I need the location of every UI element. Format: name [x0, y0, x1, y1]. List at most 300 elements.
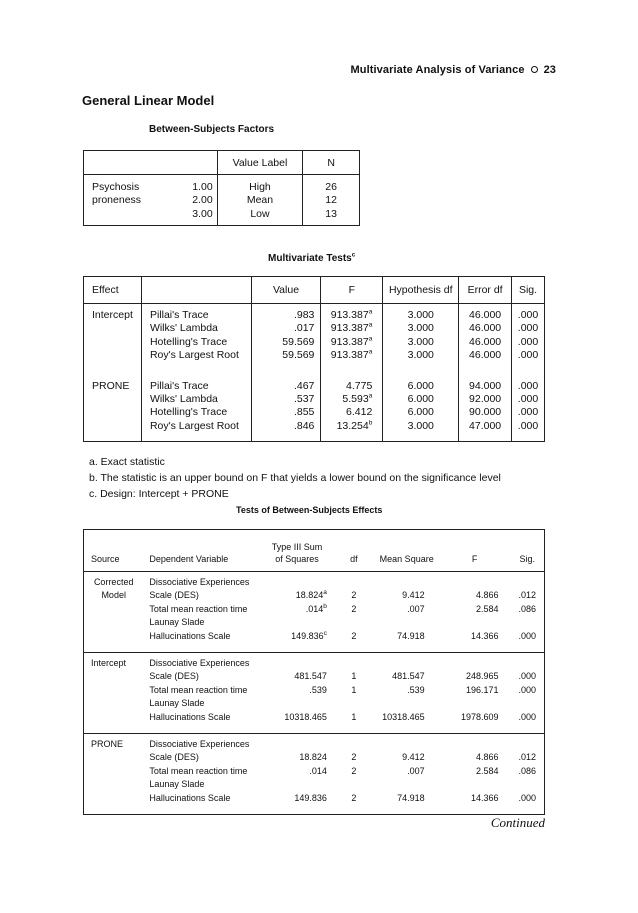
- sig-value-text: .012: [518, 590, 537, 601]
- sum-of-squares-cell: [261, 572, 333, 653]
- dv-line1: Launay Slade: [149, 779, 205, 790]
- sig-value: [512, 349, 544, 362]
- sum-of-squares: [261, 792, 327, 805]
- factor-value: 1.00: [192, 181, 213, 193]
- ss-superscript: a: [323, 589, 327, 597]
- sig-value: [511, 751, 544, 764]
- spacer: [261, 697, 327, 710]
- test-value-cell: [251, 304, 321, 375]
- mvt-footnotes: [89, 454, 501, 502]
- sig-value: [511, 765, 544, 778]
- source-cell: [84, 734, 144, 815]
- header-hypothesis-df: Hypothesis df: [383, 277, 459, 304]
- mean-square: [375, 630, 425, 643]
- mean-square-text: 10318.465: [382, 711, 425, 722]
- test-value-cell: [251, 375, 321, 442]
- mean-square-text: 74.918: [397, 792, 425, 803]
- sum-of-squares-text: .014: [309, 765, 327, 776]
- sig-value-text: .012: [518, 752, 537, 763]
- test-value-text: .017: [293, 322, 315, 335]
- spacer: [375, 697, 425, 710]
- sig-value: [512, 336, 544, 349]
- source-line2: Model: [101, 590, 126, 601]
- between-subjects-effects-table: [83, 529, 545, 815]
- test-f: [321, 420, 372, 433]
- test-f: [321, 380, 372, 393]
- test-f-text: 4.775: [346, 379, 373, 392]
- mean-square-cell: [375, 653, 439, 734]
- dv-line1: Launay Slade: [149, 698, 205, 709]
- test-value: [252, 336, 315, 349]
- hypothesis-df: [383, 336, 458, 349]
- test-name: [150, 336, 251, 349]
- test-name-text: Hotelling's Trace: [149, 335, 228, 348]
- f-value: [439, 765, 499, 778]
- df-value-text: 2: [351, 752, 357, 763]
- header-dependent-variable: Dependent Variable: [143, 530, 261, 572]
- error-df: [459, 420, 511, 433]
- test-value-text: .855: [293, 406, 315, 419]
- spacer: [333, 616, 375, 629]
- sig-value-text: .000: [517, 419, 539, 432]
- sum-of-squares-text: .014: [305, 603, 324, 614]
- sum-of-squares-text: 481.547: [294, 671, 327, 682]
- test-value: [252, 406, 315, 419]
- header-n: N: [303, 151, 360, 175]
- sum-of-squares: [261, 711, 327, 724]
- error-df-text: 90.000: [469, 406, 502, 419]
- bsf-caption: Between-Subjects Factors: [149, 124, 275, 135]
- test-name-text: Roy's Largest Root: [149, 419, 239, 432]
- sig-value: [511, 603, 544, 616]
- running-head: [350, 64, 556, 76]
- mvt-group-row: [84, 304, 545, 375]
- sig-value-text: .000: [517, 309, 539, 321]
- test-name-text: Pillai's Trace: [149, 379, 209, 392]
- mean-square: [375, 589, 425, 602]
- f-value-text: 2.584: [476, 765, 499, 776]
- sig-value-text: .000: [518, 711, 537, 722]
- df-value: [333, 792, 375, 805]
- mvt-caption-text: Multivariate Tests: [268, 253, 352, 264]
- sig-value: [511, 589, 544, 602]
- mvt-caption-sup: c: [351, 251, 356, 259]
- source-line1: Intercept: [91, 658, 127, 669]
- header-error-df: Error df: [459, 277, 512, 304]
- footnote: c. Design: Intercept + PRONE: [89, 488, 229, 500]
- test-f: [321, 349, 372, 362]
- spacer: [375, 738, 425, 751]
- hypothesis-df: [383, 406, 458, 419]
- test-f-text: 913.387: [330, 335, 369, 348]
- sig-value-text: .000: [518, 630, 537, 641]
- f-value: [439, 670, 499, 683]
- test-value: [252, 322, 315, 335]
- test-name-text: Hotelling's Trace: [149, 406, 228, 419]
- test-f: [321, 393, 372, 406]
- footnote: a. Exact statistic: [89, 456, 165, 468]
- header-ss-line2: of Squares: [275, 554, 319, 564]
- sig-value: [512, 406, 544, 419]
- hypothesis-df-text: 3.000: [407, 309, 434, 321]
- sum-of-squares-text: 18.824: [295, 590, 324, 601]
- mean-square-text: 9.412: [402, 752, 425, 763]
- sig-value: [512, 393, 544, 406]
- header-sig: Sig.: [511, 530, 545, 572]
- mean-square-text: 481.547: [392, 671, 425, 682]
- df-value: [333, 630, 375, 643]
- df-value-text: 2: [351, 630, 357, 641]
- spacer: [333, 778, 375, 791]
- sig-value-text: .000: [517, 322, 539, 335]
- test-name: [150, 349, 251, 362]
- test-f-text: 913.387: [330, 322, 369, 335]
- sum-of-squares-text: 10318.465: [284, 711, 327, 722]
- sum-of-squares: [261, 751, 327, 764]
- spacer: [333, 576, 375, 589]
- dv-line2: Hallucinations Scale: [149, 711, 231, 722]
- df-value-text: 1: [351, 684, 357, 695]
- sum-of-squares-cell: [261, 734, 333, 815]
- error-df: [459, 380, 511, 393]
- sig-value: [512, 420, 544, 433]
- test-f-text: 913.387: [330, 309, 369, 321]
- f-superscript: a: [368, 348, 373, 356]
- sum-of-squares: [261, 684, 327, 697]
- f-value-text: 248.965: [465, 671, 499, 682]
- running-head-title: Multivariate Analysis of Variance: [350, 64, 525, 76]
- sig-value: [511, 670, 544, 683]
- factor-label: High: [249, 181, 271, 193]
- sig-value: [512, 380, 544, 393]
- df-value: [333, 670, 375, 683]
- f-value-text: 14.366: [471, 792, 499, 803]
- mean-square: [375, 670, 425, 683]
- f-cell: [439, 734, 511, 815]
- sum-of-squares: [261, 630, 327, 643]
- mean-square: [375, 603, 425, 616]
- f-cell: [439, 653, 511, 734]
- error-df: [459, 393, 511, 406]
- sig-value: [511, 684, 544, 697]
- hypothesis-df: [383, 322, 458, 335]
- test-value: [252, 380, 315, 393]
- spacer: [439, 738, 499, 751]
- factor-n: 12: [325, 194, 337, 207]
- sig-value-text: .000: [517, 406, 539, 419]
- test-name: [150, 393, 251, 406]
- sig-value-text: .000: [517, 379, 539, 392]
- dv-line2: Scale (DES): [149, 671, 199, 682]
- f-value: [439, 589, 499, 602]
- header-ss-line1: Type III Sum: [271, 542, 323, 552]
- error-df: [459, 322, 511, 335]
- factor-name-line2: proneness: [92, 194, 142, 207]
- df-value-text: 1: [351, 671, 357, 682]
- f-value: [439, 603, 499, 616]
- spacer: [333, 697, 375, 710]
- error-df-text: 94.000: [469, 379, 502, 392]
- error-df: [459, 336, 511, 349]
- df-value-text: 1: [351, 711, 357, 722]
- factor-n: 13: [325, 207, 337, 220]
- source-cell: [84, 653, 144, 734]
- sum-of-squares: [261, 670, 327, 683]
- dv-line2: Hallucinations Scale: [149, 630, 231, 641]
- sig-value-text: .000: [518, 684, 537, 695]
- spacer: [511, 616, 544, 629]
- test-value: [252, 420, 315, 433]
- sig-value: [511, 630, 544, 643]
- mean-square: [375, 765, 425, 778]
- factor-name: [84, 175, 174, 226]
- spacer: [511, 697, 544, 710]
- test-value: [252, 309, 315, 322]
- sig-value: [511, 711, 544, 724]
- error-df: [459, 406, 511, 419]
- test-value-text: .467: [293, 379, 315, 392]
- dv-line1: Dissociative Experiences: [149, 658, 250, 669]
- sig-value-text: .000: [517, 335, 539, 348]
- test-name-cell: [141, 375, 251, 442]
- source-cell: [84, 572, 144, 653]
- sum-of-squares-text: 149.836: [294, 792, 327, 803]
- hypothesis-df-cell: [383, 375, 459, 442]
- hypothesis-df: [383, 309, 458, 322]
- f-cell: [439, 572, 511, 653]
- mean-square-text: 74.918: [397, 630, 425, 641]
- mvt-group-row: [84, 375, 545, 442]
- spacer: [375, 657, 425, 670]
- dv-line1: Dissociative Experiences: [149, 739, 250, 750]
- mean-square-text: .007: [407, 603, 425, 614]
- mean-square: [375, 751, 425, 764]
- df-value: [333, 765, 375, 778]
- hypothesis-df: [383, 420, 458, 433]
- hypothesis-df-text: 3.000: [407, 349, 434, 362]
- test-f: [321, 309, 372, 322]
- test-f-text: 913.387: [330, 349, 369, 362]
- df-value: [333, 711, 375, 724]
- factor-name-line1: Psychosis: [92, 181, 140, 193]
- sig-value-cell: [512, 375, 545, 442]
- header-effect: Effect: [84, 277, 142, 304]
- factor-label: Mean: [246, 194, 274, 207]
- hypothesis-df: [383, 349, 458, 362]
- factor-value: 2.00: [192, 194, 213, 207]
- continued-label: Continued: [490, 815, 545, 830]
- bse-group-row: [84, 572, 545, 653]
- spacer: [439, 697, 499, 710]
- spacer: [375, 576, 425, 589]
- hypothesis-df-text: 3.000: [407, 419, 434, 432]
- test-value: [252, 393, 315, 406]
- section-title: General Linear Model: [82, 93, 215, 108]
- spacer: [439, 657, 499, 670]
- f-superscript: b: [368, 419, 373, 427]
- header-sig: Sig.: [512, 277, 545, 304]
- df-cell: [333, 734, 375, 815]
- hypothesis-df: [383, 393, 458, 406]
- test-value-text: 59.569: [282, 335, 315, 348]
- dv-line1: Launay Slade: [149, 617, 205, 628]
- df-value-text: 2: [351, 603, 357, 614]
- df-value-text: 2: [351, 590, 357, 601]
- error-df-text: 46.000: [469, 309, 502, 321]
- spacer: [261, 657, 327, 670]
- spacer: [511, 576, 544, 589]
- sum-of-squares-text: 18.824: [299, 752, 327, 763]
- mean-square: [375, 711, 425, 724]
- f-value-text: 4.866: [476, 752, 499, 763]
- hypothesis-df-text: 3.000: [407, 322, 434, 335]
- df-cell: [333, 572, 375, 653]
- spacer: [511, 778, 544, 791]
- header-f: F: [321, 277, 383, 304]
- test-value-text: 59.569: [282, 349, 315, 362]
- f-value-text: 14.366: [471, 630, 499, 641]
- f-value: [439, 684, 499, 697]
- hypothesis-df-text: 3.000: [407, 335, 434, 348]
- f-value: [439, 630, 499, 643]
- bullet-icon: [531, 66, 538, 73]
- test-name-cell: [141, 304, 251, 375]
- mean-square: [375, 792, 425, 805]
- error-df-text: 46.000: [469, 322, 502, 335]
- test-name: [150, 322, 251, 335]
- bse-group-row: [84, 653, 545, 734]
- f-value-text: 1978.609: [460, 711, 499, 722]
- factor-values: [173, 175, 217, 226]
- f-superscript: a: [368, 321, 373, 329]
- ss-superscript: b: [323, 602, 327, 610]
- test-name: [150, 380, 251, 393]
- effect-name: PRONE: [92, 379, 130, 392]
- mvt-caption: [268, 253, 355, 264]
- test-f-cell: [321, 375, 383, 442]
- hypothesis-df-text: 6.000: [407, 379, 434, 392]
- sig-value-text: .086: [518, 765, 537, 776]
- spacer: [333, 657, 375, 670]
- multivariate-tests-table: [83, 276, 545, 442]
- sig-value: [512, 309, 544, 322]
- spacer: [511, 738, 544, 751]
- f-value: [439, 711, 499, 724]
- test-name: [150, 420, 251, 433]
- spacer: [439, 778, 499, 791]
- factor-labels: [217, 175, 303, 226]
- test-value-text: .846: [293, 419, 315, 432]
- source-line1: Corrected: [93, 577, 134, 587]
- test-f: [321, 406, 372, 419]
- page-number: 23: [543, 64, 556, 76]
- hypothesis-df-text: 6.000: [407, 406, 434, 419]
- error-df-text: 46.000: [469, 349, 502, 362]
- error-df: [459, 349, 511, 362]
- error-df-text: 47.000: [469, 419, 502, 432]
- error-df-cell: [459, 375, 512, 442]
- factor-label: Low: [250, 207, 270, 220]
- bse-caption: Tests of Between-Subjects Effects: [236, 505, 383, 515]
- test-name: [150, 406, 251, 419]
- test-f-cell: [321, 304, 383, 375]
- spacer: [439, 616, 499, 629]
- dv-line1: Total mean reaction time: [149, 765, 248, 776]
- dv-line1: Total mean reaction time: [149, 684, 248, 695]
- spacer: [511, 657, 544, 670]
- hypothesis-df-cell: [383, 304, 459, 375]
- mean-square-cell: [375, 572, 439, 653]
- test-f-text: 6.412: [346, 406, 373, 419]
- sum-of-squares: [261, 603, 327, 616]
- sig-value-cell: [512, 304, 545, 375]
- df-value: [333, 603, 375, 616]
- sum-of-squares-cell: [261, 653, 333, 734]
- test-value-text: .983: [293, 309, 315, 321]
- factor-counts: [303, 175, 360, 226]
- source-line1: PRONE: [91, 739, 124, 750]
- ss-superscript: c: [323, 629, 327, 637]
- df-value: [333, 751, 375, 764]
- dv-line2: Hallucinations Scale: [149, 792, 231, 803]
- test-name: [150, 309, 251, 322]
- header-mean-square: Mean Square: [375, 530, 439, 572]
- f-value: [439, 751, 499, 764]
- header-source: Source: [84, 530, 144, 572]
- header-f: F: [439, 530, 511, 572]
- mean-square-text: .007: [407, 765, 425, 776]
- spacer: [261, 778, 327, 791]
- test-f-text: 13.254: [336, 419, 369, 432]
- error-df-cell: [459, 304, 512, 375]
- dv-line1: Total mean reaction time: [149, 603, 248, 614]
- df-value-text: 2: [351, 765, 357, 776]
- factor-n: 26: [325, 181, 337, 193]
- dv-line2: Scale (DES): [149, 752, 199, 763]
- f-value-text: 2.584: [476, 603, 499, 614]
- f-value-text: 4.866: [476, 590, 499, 601]
- f-superscript: a: [368, 335, 373, 343]
- dependent-variable-cell: [143, 653, 261, 734]
- sig-cell: [511, 734, 545, 815]
- f-value: [439, 792, 499, 805]
- test-name-text: Wilks' Lambda: [149, 322, 218, 335]
- sig-value-text: .000: [518, 792, 537, 803]
- dv-line2: Scale (DES): [149, 590, 199, 601]
- sig-value-text: .000: [517, 393, 539, 406]
- footnote: b. The statistic is an upper bound on F that yields a lower bound on the significance level: [89, 472, 501, 484]
- header-value: Value: [251, 277, 321, 304]
- error-df-text: 46.000: [469, 335, 502, 348]
- df-value: [333, 589, 375, 602]
- effect-name: Intercept: [92, 309, 133, 321]
- spacer: [333, 738, 375, 751]
- sig-value: [512, 322, 544, 335]
- dependent-variable-cell: [143, 572, 261, 653]
- sum-of-squares-text: .539: [309, 684, 327, 695]
- df-cell: [333, 653, 375, 734]
- between-subjects-factors-table: [83, 150, 360, 226]
- factor-value: 3.00: [192, 207, 213, 220]
- header-value-label: Value Label: [217, 151, 303, 175]
- sum-of-squares-text: 149.836: [291, 630, 324, 641]
- error-df-text: 92.000: [469, 393, 502, 406]
- mean-square: [375, 684, 425, 697]
- sum-of-squares: [261, 589, 327, 602]
- sig-value-text: .086: [518, 603, 537, 614]
- mean-square-text: .539: [407, 684, 425, 695]
- bse-group-row: [84, 734, 545, 815]
